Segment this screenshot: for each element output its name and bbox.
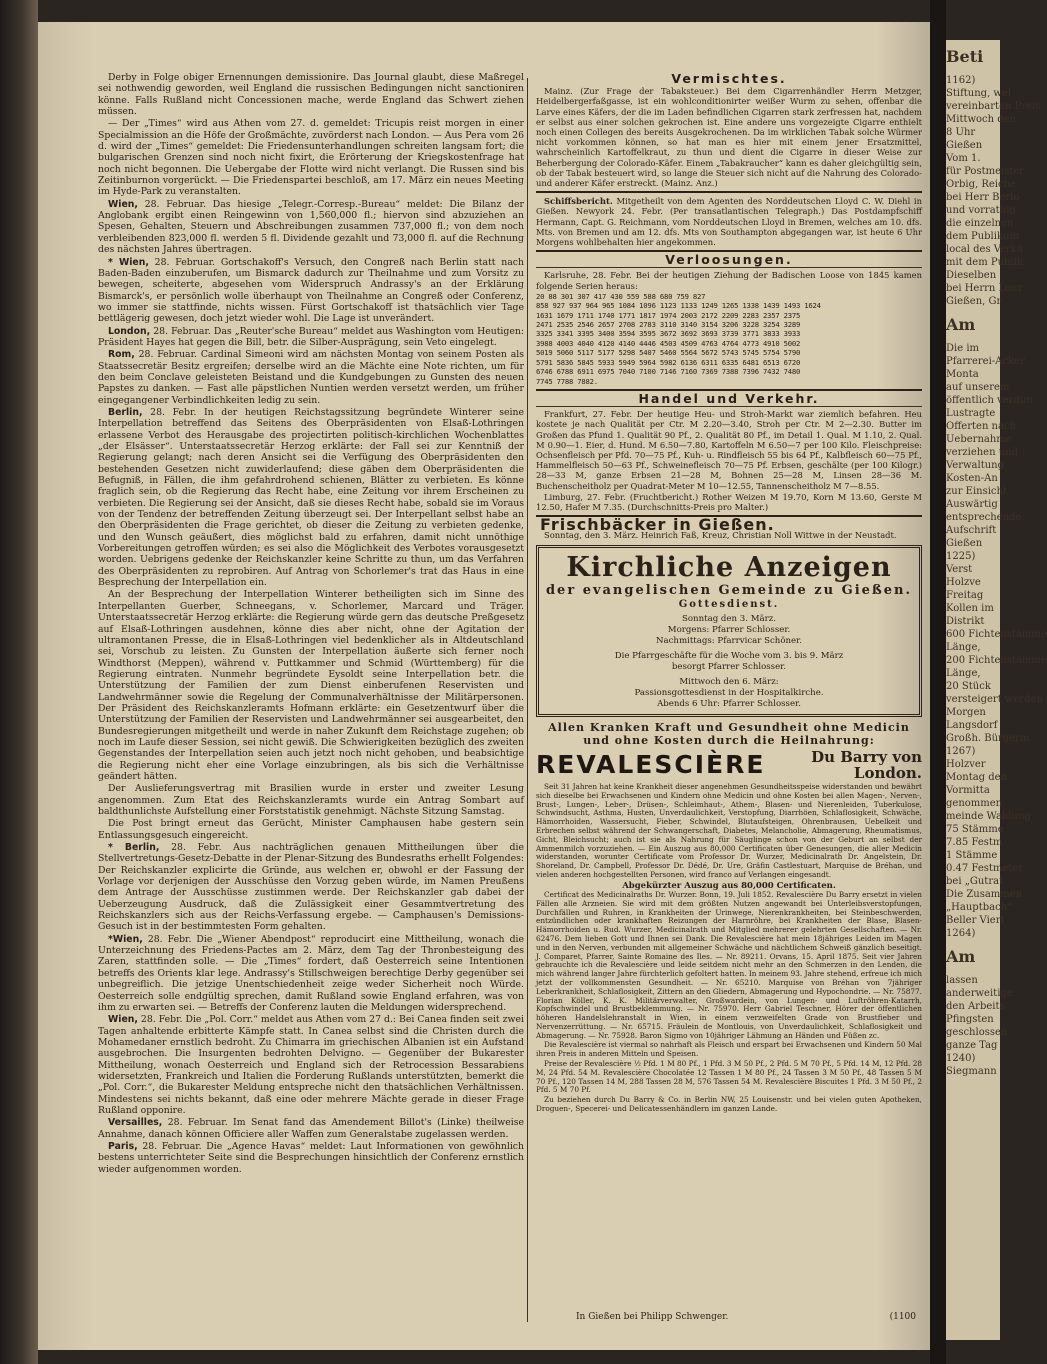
article-text: Der Auslieferungsvertrag mit Brasilien wurde in erster und zweiter Lesung angenommen. Zum Etat des Reichskanzleramts wurde ein Antrag Sombart auf baldthunlichste Aufstellung einer Forststatistik genehmigt. Nächste Sitzung Samstag. xyxy=(98,783,524,817)
adjacent-page-fragment: Länge, xyxy=(946,668,981,679)
lottery-number-row: 5019 5060 5117 5177 5298 5407 5460 5564 5672 5743 5745 5754 5790 xyxy=(536,348,801,358)
vermischtes-heading: Vermischtes. xyxy=(671,71,787,86)
lottery-number-row: 6746 6788 6911 6975 7040 7100 7146 7160 7369 7388 7396 7432 7480 xyxy=(536,367,801,377)
adjacent-page-fragment: anderweitige xyxy=(946,988,1013,999)
adjacent-page-fragment: bei Herrn Lour xyxy=(946,283,1023,294)
news-article xyxy=(98,1141,524,1175)
news-article xyxy=(98,842,524,933)
adjacent-page-fragment: 7.85 Festm xyxy=(946,837,1003,848)
adjacent-page-fragment: Montag den xyxy=(946,772,1008,783)
verloosungen-intro: Karlsruhe, 28. Febr. Bei der heutigen Ziehung der Badischen Loose von 1845 kamen folgende Serien heraus: xyxy=(536,270,922,291)
adjacent-page-fragment: 75 Stämme xyxy=(946,824,1004,835)
revalesciere-brand-row xyxy=(536,749,922,781)
church-notice-line: Morgens: Pfarrer Schlosser. xyxy=(667,624,791,635)
adjacent-page-fragment: zur Einsicht xyxy=(946,486,1007,497)
verloosungen-number-table xyxy=(536,292,922,386)
article-dateline: Paris, xyxy=(108,1140,138,1152)
article-dateline: Versailles, xyxy=(108,1117,163,1129)
adjacent-page-fragment: 20 Stück xyxy=(946,681,991,692)
adjacent-page-fragment: Orbig, Reiche xyxy=(946,179,1016,190)
revalesciere-maker: Du Barry von London. xyxy=(811,747,922,782)
news-article xyxy=(98,326,524,349)
news-article xyxy=(98,199,524,256)
revalesciere-prices: Preise der Revalescière ½ Pfd. 1 M 80 Pf., 1 Pfd. 3 M 50 Pf., 2 Pfd. 5 M 70 Pf., 5 Pfd. 14 M, 12 Pfd. 28 M, 24 Pfd. 54 M. Revalescière Chocolatée 12 Tassen 1 M 80 Pf., 24 Tassen 3 M 50 Pf., 48 Tassen 5 M 70 Pf., 120 Tassen 14 M, 288 Tassen 28 M, 576 Tassen 54 M. Revalescière Biscuites 1 Pfd. 3 M 50 Pf., 2 Pfd. 5 M 70 Pf. xyxy=(536,1059,922,1095)
church-notice-gottesdienst: Gottesdienst. xyxy=(678,598,780,610)
schiffsbericht: Schiffsbericht. Mitgetheilt von dem Agenten des Norddeutschen Lloyd C. W. Diehl in Gießen. Newyork 24. Febr. (Per transatlantischen Telegraph.) Das Postdampfschiff Hermann, Capt. G. Reichmann, vom Norddeutschen Lloyd in Bremen, welches am 10. dfs. Mts. von Bremen und am 12. dfs. Mts von Southampton abgegangen war, ist heute 6 Uhr Morgens wohlbehalten hier angekommen. xyxy=(536,196,922,248)
adjacent-page-fragment: Beller Viert xyxy=(946,915,1005,926)
adjacent-page-fragment: Vom 1. xyxy=(946,153,981,164)
adjacent-page-fragment: Offerten nach xyxy=(946,421,1016,432)
handel-heading: Handel und Verkehr. xyxy=(638,390,820,406)
book-binding xyxy=(0,0,38,1364)
revalesciere-brand: REVALESCIÈRE xyxy=(536,749,766,779)
church-notice-line: Die Pfarrgeschäfte für die Woche vom 3. bis 9. März xyxy=(614,650,844,661)
adjacent-page-fragment: Lustragte xyxy=(946,408,996,419)
news-article xyxy=(98,934,524,1013)
news-article xyxy=(98,589,524,782)
article-dateline: * Wien, xyxy=(108,256,149,268)
handel-limburg: Limburg, 27. Febr. (Fruchtbericht.) Rother Weizen M 19.70, Korn M 13.60, Gerste M 12.50, Hafer M 7.35. (Durchschnitts-Preis pro Malter.) xyxy=(536,491,922,512)
lottery-number-row: 3325 3341 3395 3400 3594 3595 3672 3692 3693 3739 3771 3833 3933 xyxy=(536,329,801,339)
adjacent-page-fragment: genommen xyxy=(946,798,1003,809)
revalesciere-dealer-line xyxy=(536,1312,922,1322)
adjacent-page-fragment: auf unserem xyxy=(946,382,1010,393)
adjacent-page-fragment: 600 Fichtenstämme xyxy=(946,629,1047,640)
page-gutter xyxy=(930,0,946,1364)
adjacent-page-fragment: 0.47 Festmeter xyxy=(946,863,1024,874)
adjacent-page-fragment: Beti xyxy=(946,47,984,66)
adjacent-page-fragment: meinde Waldung xyxy=(946,811,1031,822)
article-text: 28. Februar. Cardinal Simeoni wird am nächsten Montag von seinem Posten als Staatssecretär Besitz ergreifen; derselbe wird an die Mächte eine Note richten, um für den beim Conclave geleisteten Beistand und die Kundgebungen zu Gunsten des neuen Papstes zu danken. — Fast alle päpstlichen Nuntien werden versetzt werden, um früher eingegangener Verbindlichkeiten ledig zu sein. xyxy=(98,349,524,406)
article-dateline: Wien, xyxy=(108,198,138,210)
adjacent-page-fragment: Die im xyxy=(946,343,979,354)
article-text: 28. Febr. Die „Pol. Corr.“ meldet aus Athen vom 27 d.: Bei Canea finden seit zwei Tagen anhaltende erbitterte Kämpfe statt. In Canea selbst sind die Christen durch die Mohamedaner ernstlich bedroht. Zu Chimarra im griechischen Albanien ist ein Aufstand ausgebrochen. Die Insurgenten bedrohten Delvigno. — Gegenüber der Bukarester Mittheilung, wonach Oesterreich und England sich der Retrocession Bessarabiens widersetzten, Frankreich und Italien die Forderung Rußlands unterstützten, bemerkt die „Pol. Corr.“, die Bukarester Meldung entspreche nicht den thatsächlichen Verhältnissen. Mindestens sei nichts bekannt, daß eine oder mehrere Mächte gerade in dieser Frage Rußland opponire. xyxy=(98,1014,524,1116)
news-article xyxy=(98,118,524,197)
adjacent-page-fragment: Am xyxy=(946,315,976,334)
adjacent-page-fragment: Gießen, Gr xyxy=(946,296,1002,307)
adjacent-page-fragment: Kosten-An xyxy=(946,473,998,484)
article-text: 28. Febr. Die „Wiener Abendpost“ reproducirt eine Mittheilung, wonach die Unterzeichnung des Friedens-Pactes am 2. März, dem Tag der Thronbesteigung des Zaren, stattfinden solle. — Die „Times“ fordert, daß Oesterreich seine Intentionen betreffs des Orients klar lege. Andrassy's Stillschweigen berechtige Derby gegenüber sei unbegreiflich. Die jetzige Unentschiedenheit zeige weder Sicherheit noch Würde. Oesterreich solle endgültig sprechen, damit Rußland sowie England erfahren, was von ihm zu erwarten sei. — Betreffs der Conferenz lauten die Meldungen widersprechend. xyxy=(98,933,524,1013)
article-text: 28. Februar. Die „Agence Havas“ meldet: Laut Informationen von gewöhnlich bestens unterrichteter Seite sind die Besprechungen hinsichtlich der Conferenz ernstlich wieder aufgenommen worden. xyxy=(98,1140,524,1175)
adjacent-page-fragment: dem Publikum xyxy=(946,231,1019,242)
article-text: 28. Februar. Das „Reuter'sche Bureau“ meldet aus Washington vom Heutigen: Präsident Hayes hat gegen die Bill, betr. die Silber-Ausprägung, sein Veto eingelegt. xyxy=(98,325,524,348)
adjacent-page-fragment: 8 Uhr xyxy=(946,127,976,138)
church-notice-line: besorgt Pfarrer Schlosser. xyxy=(671,661,787,672)
adjacent-page-fragment: Gießen xyxy=(946,538,983,549)
article-dateline: London, xyxy=(108,325,151,337)
revalesciere-closing: Die Revalescière ist viermal so nahrhaft als Fleisch und erspart bei Erwachsenen und Kindern 50 Mal ihren Preis in anderen Mitteln und Speisen. xyxy=(536,1040,922,1059)
adjacent-page-fragment: Gießen xyxy=(946,140,983,151)
news-article xyxy=(98,72,524,117)
revalesciere-depots: Zu beziehen durch Du Barry & Co. in Berlin NW, 25 Louisenstr. und bei vielen guten Apotheken, Droguen-, Specerei- und Delicatessenhändlern im ganzen Lande. xyxy=(536,1095,922,1114)
news-column-left xyxy=(98,72,524,1324)
adjacent-page-fragment: Pfingsten xyxy=(946,1014,994,1025)
adjacent-page-fragment: Auswärtig xyxy=(946,499,998,510)
church-notice-line: Abends 6 Uhr: Pfarrer Schlosser. xyxy=(657,698,801,709)
adjacent-page-edge xyxy=(946,40,1047,1340)
column-divider xyxy=(527,78,528,1322)
ad-number: (1100 xyxy=(889,1312,916,1322)
adjacent-page-fragment: versteigert werden xyxy=(946,694,1043,705)
verloosungen-heading: Verloosungen. xyxy=(665,252,793,268)
adjacent-page-fragment: Holzver xyxy=(946,759,986,770)
news-article xyxy=(98,1014,524,1116)
adjacent-page-fragment: 1225) xyxy=(946,551,976,562)
article-dateline: Berlin, xyxy=(108,406,143,418)
article-dateline: *Wien, xyxy=(108,933,143,945)
handel-frankfurt: Frankfurt, 27. Febr. Der heutige Heu- und Stroh-Markt war ziemlich befahren. Heu kostete je nach Qualität per Ctr. M 2.20—3.40, Stroh per Ctr. M 2—2.30. Butter im Großen das Pfund 1. Qualität 90 Pf., 2. Qualität 80 Pf., im Detail 1. Qual. M 1.10, 2. Qual. M 0.90—1. Eier, d. Hund. M 6.50—7.80, Kartoffeln M 6.50—7 per 100 Kilo. Fleischpreise: Ochsenfleisch per Pfd. 70—75 Pf., Kuh- u. Rindfleisch 55 bis 64 Pf., Kalbfleisch 60—75 Pf., Hammelfleisch 50—63 Pf., Schweinefleisch 70—75 Pf. Erbsen, geschälte (per 100 Kilogr.) 28—33 M, ganze Erbsen 21—28 M, Bohnen 25—28 M, Linsen 28—36 M. Buchenscheitholz per Quadrat-Meter M 10—12.55, Tannenscheitholz M 7—8.55. xyxy=(536,409,922,491)
adjacent-page-fragment: 200 Fichtenstämme xyxy=(946,655,1047,666)
article-text: — Der „Times“ wird aus Athen vom 27. d. gemeldet: Tricupis reist morgen in einer Specialmission an die Höfe der Großmächte, zuvörderst nach London. — Aus Pera vom 26 d. wird der „Times“ gemeldet: Die Friedensunterhandlungen schreiten langsam fort; die bulgarischen Grenzen sind noch nicht fixirt, die Erörterung der Kriegskostenfrage hat noch nicht begonnen. Die Uebergabe der Flotte wird nicht verlangt. Die Russen sind bis Zeitinburnon vorgerückt. — Die Friedenspartei beschloß, am 17. März ein neues Meeting im Hyde-Park zu veranstalten. xyxy=(98,118,524,198)
divider xyxy=(536,406,922,407)
article-text: 28. Febr. Aus nachträglichen genauen Mittheilungen über die Stellvertretungs-Gesetz-Debatte in der Plenar-Sitzung des Bundesraths erhellt Folgendes: Der Reichskanzler explicirte die Gründe, aus welchen er, obwohl er der Fassung der Vorlage vor derjenigen der Ausschüsse den Vorzug geben würde, im Namen Preußens dem Antrage der Ausschüsse zustimmen werde. Der Reichskanzler gab dabei der Ueberzeugung Ausdruck, daß die Zulässigkeit einer Gesammtvertretung des Reichskanzlers sich aus der Reichs-Verfassung ergebe. — Camphausen's Demissions-Gesuch ist in der bestimmtesten Form gehalten. xyxy=(98,842,524,933)
adjacent-page-fragment: Stiftung, wel xyxy=(946,88,1012,99)
adjacent-page-fragment: local des Verka xyxy=(946,244,1023,255)
adjacent-page-fragment: Pfarrerei-Acker xyxy=(946,356,1025,367)
adjacent-page-fragment: und vorrathig xyxy=(946,205,1016,216)
article-text: Derby in Folge obiger Ernennungen demissionire. Das Journal glaubt, diese Maßregel sei nothwendig geworden, weil England die russischen Bedingungen nicht sanctioniren könne. Falls Rußland nicht Concessionen mache, werde England das Schwert ziehen müssen. xyxy=(98,72,524,118)
revalesciere-dealer: In Gießen bei Philipp Schwenger. xyxy=(576,1312,729,1322)
adjacent-page-fragment: Länge, xyxy=(946,642,981,653)
church-notice-subtitle: der evangelischen Gemeinde zu Gießen. xyxy=(545,582,913,598)
adjacent-page-fragment: die einzelnen xyxy=(946,218,1014,229)
lottery-number-row: 858 927 937 964 965 1084 1096 1123 1133 1249 1265 1338 1439 1493 1624 xyxy=(536,301,821,311)
adjacent-page-fragment: lassen xyxy=(946,975,978,986)
adjacent-page-fragment: Am xyxy=(946,947,976,966)
news-article xyxy=(98,257,524,325)
news-article xyxy=(98,818,524,841)
article-text: 28. Februar. Gortschakoff's Versuch, den Congreß nach Berlin statt nach Baden-Baden einzuberufen, um Bismarck dadurch zur Theilnahme und zum Vorsitz zu bewegen, scheiterte, abgesehen vom Widerspruch Andrassy's an der Erklärung Bismarck's, er persönlich wolle überhaupt von Theilnahme an Congreß oder Conferenz, wo immer sie stattfinde, nichts wissen. Fürst Gortschakoff ist thatsächlich vier Tage bettlägerig gewesen, doch jetzt wieder wohl. Die Lage ist unverändert. xyxy=(98,256,524,325)
lottery-number-row: 3988 4003 4040 4120 4140 4446 4503 4509 4763 4764 4773 4910 5002 xyxy=(536,338,801,348)
church-notice-line: Mittwoch den 6. März: xyxy=(679,676,779,687)
adjacent-page-fragment: Verwaltung xyxy=(946,460,1005,471)
vermischtes-text: Mainz. (Zur Frage der Tabaksteuer.) Bei dem Cigarrenhändler Herrn Metzger, Heidelbergerfaßgasse, ist ein wohlconditionirter weißer Wurm zu sehen, offenbar die Larve eines Käfers, der die im Laden befindlichen Cigarren stark zerfressen hat, nachdem er selbst aus einer solchen gekrochen ist. Eine andere uns vorgezeigte Cigarre enthielt noch einen Collegen des bereits Ausgekrochenen. Da im wirklichen Tabak solche Würmer nicht vorkommen können, so hat man es hier mit einem jener Ersatzmittel, wahrscheinlich Kartoffelkraut, zu thun und dient die Cigarre in dieser Weise zur Beherbergung der Colorado-Käfer. Einem „Tabakraucher“ kann es daher gleichgültig sein, ob der Tabak besteuert wird, so lange die Steuer sich nicht auf die Nahrung des Colorado- und anderer Käfer erstreckt. (Mainz. Anz.) xyxy=(536,86,922,189)
article-text: Die Post bringt erneut das Gerücht, Minister Camphausen habe gestern sein Entlassungsgesuch eingereicht. xyxy=(98,818,524,841)
article-dateline: Rom, xyxy=(108,349,135,361)
adjacent-page-fragment: bei „Gutrat xyxy=(946,876,1004,887)
adjacent-page-fragment: geschlossen xyxy=(946,1027,1008,1038)
adjacent-page-fragment: Großh. Bürgerm xyxy=(946,733,1030,744)
revalesciere-cert-heading: Abgekürzter Auszug aus 80,000 Certificaten. xyxy=(622,880,836,891)
adjacent-page-fragment: Verst xyxy=(946,564,973,575)
adjacent-page-fragment: Freitag xyxy=(946,590,984,601)
lottery-number-row: 5791 5836 5845 5933 5949 5964 5982 6136 6311 6335 6481 6513 6720 xyxy=(536,357,801,367)
adjacent-page-fragment: Holzve xyxy=(946,577,981,588)
church-notice-title: Kirchliche Anzeigen xyxy=(566,551,892,583)
adjacent-page-fragment: 1240) xyxy=(946,1053,976,1064)
revalesciere-headline: Allen Kranken Kraft und Gesundheit ohne Medicin und ohne Kosten durch die Heilnahrung: xyxy=(548,720,910,747)
church-notice-line: Nachmittags: Pfarrvicar Schöner. xyxy=(655,635,803,646)
article-text: An der Besprechung der Interpellation Winterer betheiligten sich im Sinne des Interpellanten Guerber, Schneegans, v. Schorlemer, Marcard und Träger. Unterstaatssecretär Herzog erklärte: die Regierung würde gern das deutsche Preßgesetz auf Elsaß-Lothringen ausdehnen, könne dies aber nicht, ohne der Agitation der ultramontanen Presse, die in Elsaß-Lothringen viel bedenklicher als in Altdeutschland sei, Vorschub zu leisten. Zu Gunsten der Interpellation äußerte sich ferner noch Windthorst (Meppen), während v. Puttkammer und Schmid (Württemberg) für die Regierung eintraten. Nunmehr begründete Eysoldt seine Interpellation betr. die Unterstützung der Familien der zum Dienst einberufenen Reservisten und Landwehrmänner sowie die Regelung der Communalverhältnisse der Militärpersonen. Der Präsident des Reichskanzleramts Hofmann erklärte: ein Gesetzentwurf über die Unterstützung der Familien der Reservisten und Landwehrmänner sei ausgearbeitet, den Bundesregierungen mitgetheilt und werde in naher Zukunft dem Reichstage zugehen; ob noch im Laufe dieser Session, sei nicht gewiß. Die Schwierigkeiten bezüglich des zweiten Gegenstandes der Interpellation seien auch jetzt noch nicht gehoben, und beabsichtige die Regierung nicht eher eine Vorlage einzubringen, als bis sich die Verhältnisse geändert hätten. xyxy=(98,589,524,782)
article-dateline: * Berlin, xyxy=(108,842,160,854)
lottery-number-row: 7745 7788 7882. xyxy=(536,376,598,386)
adjacent-page-fragment: Monta xyxy=(946,369,979,380)
revalesciere-intro: Seit 31 Jahren hat keine Krankheit dieser angenehmen Gesundheitsspeise widerstanden und bewährt sich dieselbe bei Erwachsenen und Kindern ohne Medicin und ohne Kosten bei allen Magen-, Nerven-, Brust-, Lungen-, Leber-, Drüsen-, Schleimhaut-, Athem-, Blasen- und Nierenleiden, Tuberkulose, Schwindsucht, Asthma, Husten, Unverdaulichkeit, Verstopfung, Diarrhöen, Schlaflosigkeit, Schwäche, Hämorrhoiden, Wassersucht, Fieber, Schwindel, Blutaufsteigen, Ohrenbrausen, Uebelkeit und Erbrechen selbst während der Schwangerschaft, Diabetes, Melancholie, Abmagerung, Rheumatismus, Gicht, Bleichsucht; auch ist sie als Nahrung für Säuglinge schon von der Geburt an selbst der Ammenmilch vorzuziehen. — Ein Auszug aus 80,000 Certificaten über Genesungen, die aller Medicin widerstanden, worunter Certificate vom Professor Dr. Wurzer, Medicinalrath Dr. Angelstein, Dr. Shoreland, Dr. Campbell, Professor Dr. Dédé, Dr. Ure, Gräfin Castlestuart, Marquise de Bréhan, und vielen anderen hochgestellten Personen, wird franco auf Verlangen eingesandt. xyxy=(536,781,922,879)
church-notice-box xyxy=(536,545,922,717)
adjacent-page-fragment: öffentlich verdun xyxy=(946,395,1033,406)
article-text: 28. Februar. Das hiesige „Telegr.-Corresp.-Bureau“ meldet: Die Bilanz der Anglobank ergibt einen Reingewinn von 1,560,000 fl.; hiervon sind abzuziehen an Spesen, Gehalten, Steuern und Abschreibungen zusammen 737,000 fl.; von dem noch verbleibenden 823,000 fl. werden 5 fl. Dividende gezahlt und 73,000 fl. auf die Rechnung des nächsten Jahres übertragen. xyxy=(98,198,524,256)
frischbaecker-heading: Frischbäcker in Gießen. xyxy=(540,515,775,535)
adjacent-page-fragment: ganze Tag xyxy=(946,1040,998,1051)
news-column-right xyxy=(536,72,922,1328)
adjacent-page-fragment: Vormitta xyxy=(946,785,990,796)
lottery-number-row: 1631 1679 1711 1740 1771 1817 1974 2003 2172 2209 2283 2357 2375 xyxy=(536,310,801,320)
adjacent-page-fragment: 1 Stämme xyxy=(946,850,998,861)
adjacent-page-fragment: Langsdorf xyxy=(946,720,998,731)
revalesciere-certificates: Certificat des Medicinalraths Dr. Wurzer. Bonn, 19. Juli 1852. Revalescière Du Barry ersetzt in vielen Fällen alle Arzneien. Sie wird mit dem größten Nutzen angewandt bei Unterleibsverstopfungen, Durchfällen und Ruhren, in Krankheiten der Urinwege, Nierenkrankheiten, bei Steinbeschwerden, entzündlichen oder krankhaften Reizungen der Harnröhre, bei Krankheiten der Blase, Blasen-Hämorrhoiden u. Rud. Wurzer, Medicinalrath und Mitglied mehrerer gelehrten Gesellschaften. — Nr. 62476. Dem lieben Gott und Ihnen sei Dank. Die Revalescière hat mein 18jähriges Leiden im Magen und in den Nerven, verbunden mit allgemeiner Schwäche und nächtlichem Schweiß gänzlich beseitigt. J. Comparet, Pfarrer, Sainte Romaine des Iles. — Nr. 89211. Orvans, 15. April 1875. Seit vier Jahren gebrauchte ich die Revalescière und leide seitdem nicht mehr an den Schmerzen in den Lenden, die mich während langer Jahre fürchterlich gefoltert hatten. In meinem 93. Jahre stehend, erfreue ich mich jetzt der vollkommensten Gesundheit. — Nr. 65210. Marquise von Bréhan von 7jähriger Leberkrankheit, Schlaflosigkeit, Zittern an den Gliedern, Abmagerung und Hypochondrie. — Nr. 75877. Florian Köller, K. K. Militärverwalter, Großwardein, von Lungen- und Luftröhren-Katarrh, Kopfschwindel und Brustbeklemmung. — Nr. 75970. Herr Gabriel Teschner, Hörer der öffentlichen höheren Handelslehranstalt in Wien, in einem verzweifelten Grade von Brustfieber und Nervenzerrüttung. — Nr. 65715. Fräulein de Montlouis, von Unverdaulichkeit, Schlaflosigkeit und Abmagerung. — Nr. 75928. Baron Sigmo von 10jähriger Lähmung an Händen und Füßen zc. xyxy=(536,889,922,1040)
adjacent-page-fragment: 1264) xyxy=(946,928,976,939)
adjacent-page-fragment: den Arbeits xyxy=(946,1001,1005,1012)
adjacent-page-fragment: mit dem Publik xyxy=(946,257,1023,268)
adjacent-page-fragment: Kollen im xyxy=(946,603,994,614)
article-text: 28. Februar. Im Senat fand das Amendement Billot's (Linke) theilweise Annahme, danach können Officiere aller Waffen zum Generalstabe zugelassen werden. xyxy=(98,1117,524,1140)
adjacent-page-fragment: „Hauptbach“ xyxy=(946,902,1013,913)
adjacent-page-fragment: Die Zusammen xyxy=(946,889,1023,900)
adjacent-page-fragment: Mittwoch den xyxy=(946,114,1017,125)
adjacent-page-fragment: Dieselben xyxy=(946,270,997,281)
lottery-number-row: 20 88 301 307 417 430 559 588 680 759 827 xyxy=(536,291,706,301)
adjacent-page-fragment: entsprechende xyxy=(946,512,1022,523)
lottery-number-row: 2471 2535 2546 2657 2708 2783 3110 3140 3154 3206 3228 3254 3289 xyxy=(536,320,801,330)
church-notice-line: Sonntag den 3. März. xyxy=(681,613,776,624)
article-dateline: Wien, xyxy=(108,1014,138,1026)
frischbaecker-text: Sonntag, den 3. März. Heinrich Faß, Kreuz, Christian Noll Wittwe in der Neustadt. xyxy=(544,530,897,541)
adjacent-page-fragment: 1267) xyxy=(946,746,976,757)
adjacent-page-fragment: 1162) xyxy=(946,75,976,86)
news-article xyxy=(98,783,524,817)
adjacent-page-fragment: für Postmeister xyxy=(946,166,1025,177)
news-article xyxy=(98,407,524,589)
adjacent-page-fragment: vereinbarten Preis xyxy=(946,101,1041,112)
adjacent-page-fragment: Uebernahme xyxy=(946,434,1012,445)
article-text: 28. Febr. In der heutigen Reichstagssitzung begründete Winterer seine Interpellation betreffend das Seitens des Oberpräsidenten von Elsaß-Lothringen erlassene Verbot des Herausgabe des projectirten politisch-kirchlichen Wochenblattes „der Elsässer“. Unterstaatssecretär Herzog erklärte: der Fall sei zur Kenntniß der Regierung gelangt; nach deren Ansicht sei die Verfügung des Oberpräsidenten den bestehenden Gesetzen nicht zuwiderlaufend; diese gäben dem Oberpräsidenten die Befugniß, in Fällen, die ihm gefahrdrohend schienen, Blätter zu verbieten. Es könne fraglich sein, ob die Regierung das Recht habe, eine Zeitung vor ihrem Erscheinen zu verbieten. Die Regierung sei der Ansicht, daß sie dieses Recht habe, sobald sie im Voraus von der Tendenz der betreffenden Zeitung überzeugt sei. Der Interpellant selbst habe an den Oberpräsidenten die Frage gerichtet, ob dieser die Zeitung zu verbieten gedenke, und den Wunsch geäußert, dies möglichst bald zu erfahren, damit nicht unnöthige Vorbereitungen getroffen würden; es sei also die Möglichkeit des Verbotes vorausgesetzt worden. Uebrigens gedenke der Reichskanzler keine Schritte zu thun, um das Verfahren des Oberpräsidenten zu reprobiren. Auf Antrag von Schorlemer's trat das Haus in eine Besprechung der Interpellation ein. xyxy=(98,406,524,589)
adjacent-page-fragment: Morgen xyxy=(946,707,986,718)
adjacent-page-fragment: Aufschrift xyxy=(946,525,997,536)
church-notice-line: Passionsgottesdienst in der Hospitalkirche. xyxy=(634,687,824,698)
adjacent-page-fragment: bei Herr Berlo xyxy=(946,192,1020,203)
divider xyxy=(536,191,922,193)
adjacent-page-fragment: Distrikt xyxy=(946,616,985,627)
news-article xyxy=(98,349,524,406)
adjacent-page-fragment: verziehen und xyxy=(946,447,1018,458)
news-article xyxy=(98,1117,524,1140)
divider xyxy=(536,267,922,268)
adjacent-page-fragment: Siegmann xyxy=(946,1066,997,1077)
